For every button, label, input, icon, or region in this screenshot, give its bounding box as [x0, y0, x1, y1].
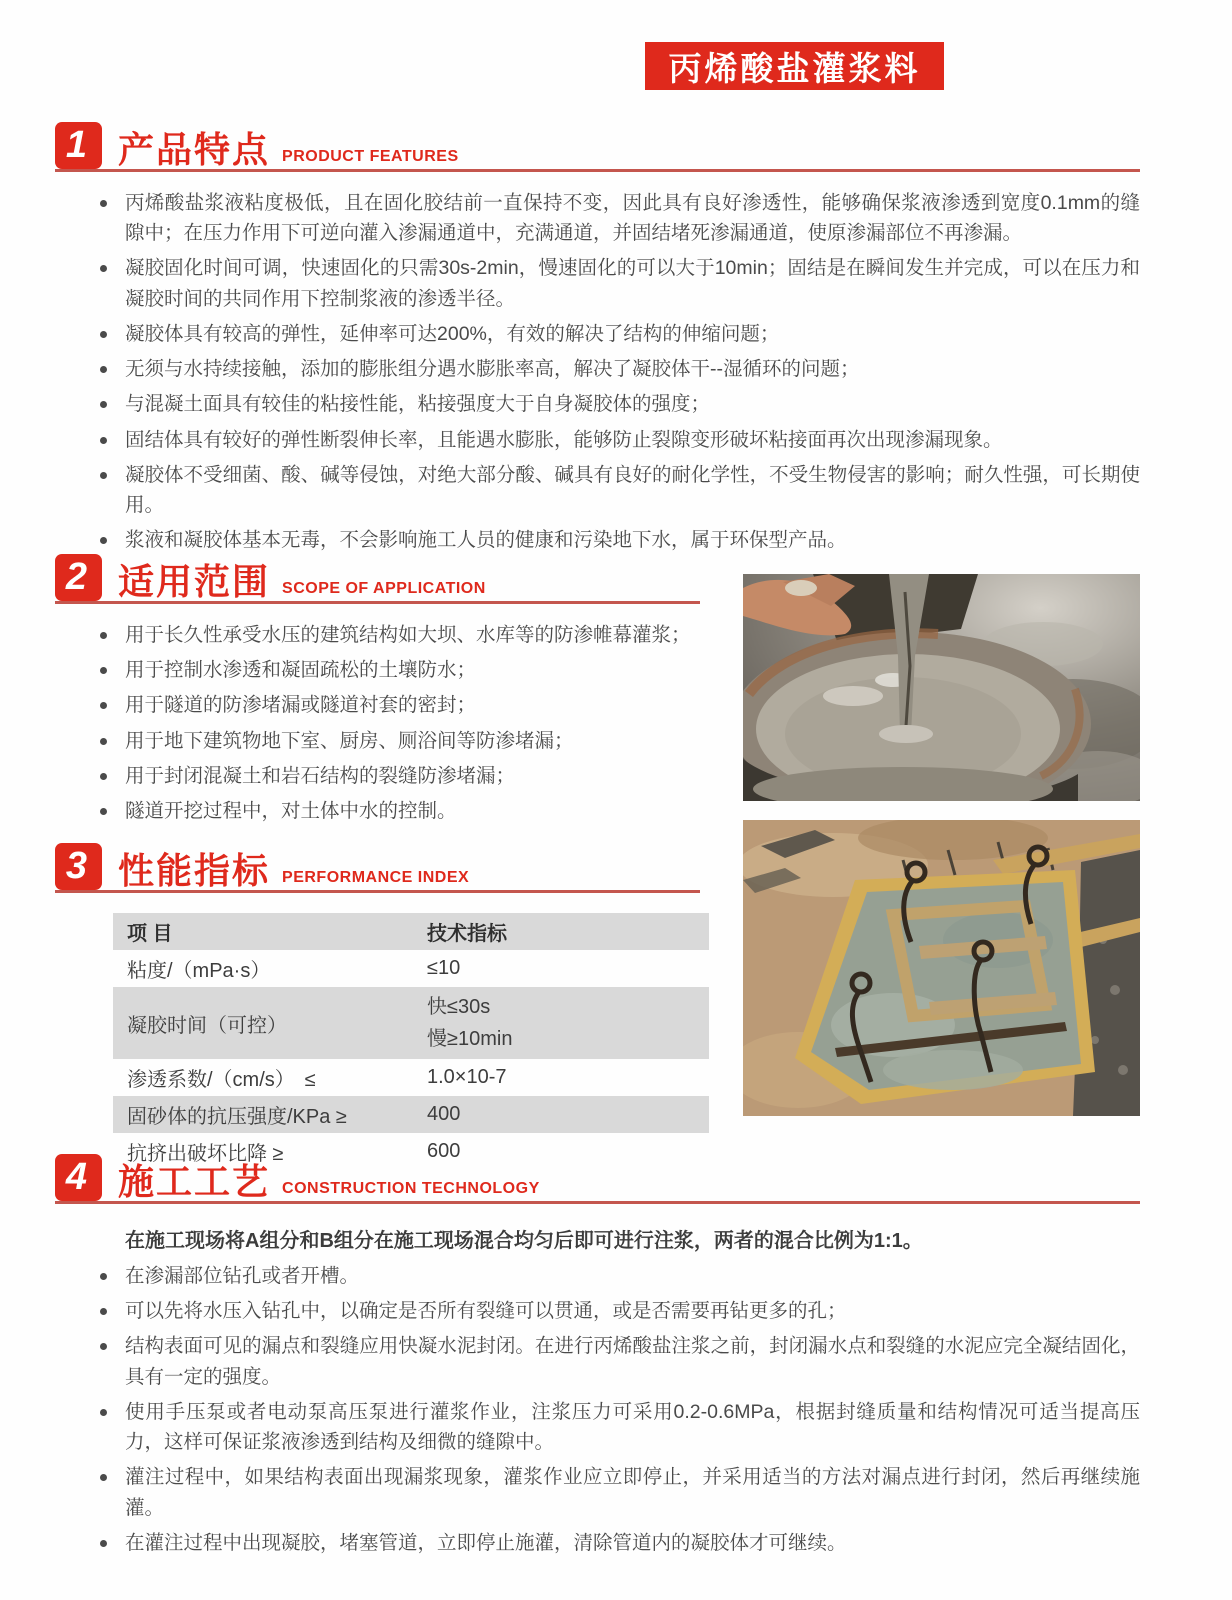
bullet-dot — [100, 472, 107, 479]
bullet-dot — [100, 401, 107, 408]
table-cell-item: 固砂体的抗压强度/KPa ≥ — [127, 1106, 347, 1128]
bullet-text: 用于长久性承受水压的建筑结构如大坝、水库等的防渗帷幕灌浆； — [125, 624, 691, 646]
bullet-text: 凝胶体具有较高的弹性，延伸率可达200%，有效的解决了结构的伸缩问题； — [125, 322, 780, 345]
bullet-dot — [100, 366, 107, 373]
bullet-item — [100, 726, 700, 756]
bullet-dot — [100, 773, 107, 780]
bullet-text: 固结体具有较好的弹性断裂伸长率，且能遇水膨胀，能够防止裂隙变形破坏粘接面再次出现渗漏现象。 — [125, 428, 1003, 451]
table-cell-value: ≤10 — [427, 957, 461, 979]
bullet-list — [55, 1261, 1140, 1558]
table-cell-item: 凝胶时间（可控） — [127, 1014, 287, 1037]
bullet-dot — [100, 632, 107, 639]
bullet-item — [100, 1331, 1140, 1391]
bullet-item — [100, 425, 1140, 455]
bullet-item — [100, 389, 1140, 419]
section-header — [55, 122, 1140, 172]
table-row — [113, 987, 709, 1059]
section-title-en: CONSTRUCTION TECHNOLOGY — [282, 1180, 540, 1197]
table-cell-item: 抗挤出破坏比降 ≥ — [127, 1143, 284, 1165]
table-cell-value: 600 — [427, 1140, 461, 1162]
bullet-dot — [100, 667, 107, 674]
bullet-text: 结构表面可见的漏点和裂缝应用快凝水泥封闭。在进行丙烯酸盐注浆之前，封闭漏水点和裂缝的水泥应完全凝结固化，具有一定的强度。 — [125, 1335, 1140, 1388]
bullet-dot — [100, 1474, 107, 1481]
section-header — [55, 554, 700, 604]
construction-intro: 在施工现场将A组分和B组分在施工现场混合均匀后即可进行注浆，两者的混合比例为1:1。 — [125, 1230, 923, 1252]
bullet-item — [100, 460, 1140, 520]
table-cell-value: 1.0×10-7 — [427, 1066, 507, 1088]
table-header-index: 技术指标 — [427, 923, 507, 945]
section-number-badge: 2 — [55, 554, 102, 601]
bullet-dot — [100, 702, 107, 709]
bullet-text: 浆液和凝胶体基本无毒，不会影响施工人员的健康和污染地下水，属于环保型产品。 — [125, 529, 847, 552]
section-number-badge: 4 — [55, 1154, 102, 1201]
bullet-item — [100, 655, 700, 685]
bullet-text: 隧道开挖过程中，对土体中水的控制。 — [125, 800, 457, 823]
bullet-item — [100, 761, 700, 791]
bullet-text: 无须与水持续接触，添加的膨胀组分遇水膨胀率高，解决了凝胶体干--湿循环的问题； — [125, 358, 860, 381]
section-title-en: SCOPE OF APPLICATION — [282, 580, 486, 597]
gel-time-slow: 慢≥10min — [427, 1028, 513, 1050]
bullet-text: 用于控制水渗透和凝固疏松的土壤防水； — [125, 659, 477, 682]
bullet-text: 在灌注过程中出现凝胶，堵塞管道，立即停止施灌，清除管道内的凝胶体才可继续。 — [125, 1531, 847, 1554]
bullet-item — [100, 690, 700, 720]
page-title: 丙烯酸盐灌浆料 — [645, 42, 944, 90]
section-performance-index — [55, 843, 700, 1170]
bullet-dot — [100, 200, 107, 207]
bullet-dot — [100, 1308, 107, 1315]
bullet-text: 用于地下建筑物地下室、厨房、厕浴间等防渗堵漏； — [125, 729, 574, 752]
section-title-zh: 适用范围 — [118, 561, 271, 602]
bullet-text: 用于封闭混凝土和岩石结构的裂缝防渗堵漏； — [125, 764, 516, 787]
bullet-text: 在渗漏部位钻孔或者开槽。 — [125, 1265, 360, 1287]
bullet-item — [100, 319, 1140, 349]
bullet-item — [100, 1296, 1140, 1326]
section-title-zh: 产品特点 — [118, 129, 271, 170]
table-cell-item: 渗透系数/（cm/s） ≤ — [127, 1069, 316, 1091]
section-number-badge: 1 — [55, 122, 102, 169]
table-row — [113, 1096, 709, 1133]
bullet-item — [100, 1261, 1140, 1291]
bullet-dot — [100, 1273, 107, 1280]
section-construction-technology — [55, 1154, 1140, 1563]
section-scope-of-application — [55, 554, 700, 831]
bullet-dot — [100, 1409, 107, 1416]
bullet-item — [100, 796, 700, 826]
bullet-dot — [100, 265, 107, 272]
bullet-list — [55, 188, 1140, 555]
bullet-text: 使用手压泵或者电动泵高压泵进行灌浆作业，注浆压力可采用0.2-0.6MPa，根据封缝质量和结构情况可适当提高压力，这样可保证浆液渗透到结构及细微的缝隙中。 — [125, 1400, 1140, 1454]
bullet-dot — [100, 808, 107, 815]
gel-time-fast: 快≤30s — [427, 996, 491, 1018]
bullet-dot — [100, 437, 107, 444]
bullet-text: 可以先将水压入钻孔中，以确定是否所有裂缝可以贯通，或是否需要再钻更多的孔； — [125, 1300, 847, 1323]
bullet-list — [55, 620, 700, 826]
table-header-row — [113, 913, 709, 950]
table-row — [113, 950, 709, 987]
table-cell-value: 400 — [427, 1103, 461, 1125]
section-title-zh: 施工工艺 — [118, 1161, 271, 1202]
performance-table — [113, 913, 709, 1170]
formwork-photo — [743, 820, 1140, 1116]
bullet-item — [100, 354, 1140, 384]
table-row — [113, 1059, 709, 1096]
bullet-text: 用于隧道的防渗堵漏或隧道衬套的密封； — [125, 694, 477, 717]
section-header — [55, 1154, 1140, 1204]
table-header-item: 项 目 — [127, 923, 173, 945]
table-cell-value — [413, 987, 709, 1059]
bullet-item — [100, 620, 700, 650]
bullet-dot — [100, 1343, 107, 1350]
bullet-text: 与混凝土面具有较佳的粘接性能，粘接强度大于自身凝胶体的强度； — [125, 393, 711, 416]
bullet-dot — [100, 537, 107, 544]
mixing-photo — [743, 574, 1140, 801]
bullet-item — [100, 1397, 1140, 1457]
section-title-zh: 性能指标 — [118, 850, 271, 891]
section-title-en: PERFORMANCE INDEX — [282, 869, 470, 886]
bullet-text: 丙烯酸盐浆液粘度极低，且在固化胶结前一直保持不变，因此具有良好渗透性，能够确保浆液渗透到宽度0.1mm的缝隙中；在压力作用下可逆向灌入渗漏通道中，充满通道，并固结堵死渗漏通道，使原渗漏部位不再渗漏。 — [125, 192, 1140, 245]
table-cell-item: 粘度/（mPa·s） — [127, 960, 271, 982]
bullet-dot — [100, 738, 107, 745]
bullet-item — [100, 1528, 1140, 1558]
section-header — [55, 843, 700, 893]
section-product-features — [55, 122, 1140, 560]
bullet-item — [100, 1462, 1140, 1522]
bullet-dot — [100, 331, 107, 338]
bullet-item — [100, 253, 1140, 313]
bullet-item — [100, 525, 1140, 555]
bullet-text: 灌注过程中，如果结构表面出现漏浆现象，灌浆作业应立即停止，并采用适当的方法对漏点进行封闭，然后再继续施灌。 — [125, 1466, 1140, 1519]
section-title-en: PRODUCT FEATURES — [282, 148, 459, 165]
bullet-dot — [100, 1540, 107, 1547]
section-number-badge: 3 — [55, 843, 102, 890]
bullet-text: 凝胶固化时间可调，快速固化的只需30s-2min，慢速固化的可以大于10min；固结是在瞬间发生并完成，可以在压力和凝胶时间的共同作用下控制浆液的渗透半径。 — [125, 257, 1140, 310]
bullet-text: 凝胶体不受细菌、酸、碱等侵蚀，对绝大部分酸、碱具有良好的耐化学性，不受生物侵害的影响；耐久性强，可长期使用。 — [125, 463, 1140, 516]
bullet-item — [100, 188, 1140, 248]
